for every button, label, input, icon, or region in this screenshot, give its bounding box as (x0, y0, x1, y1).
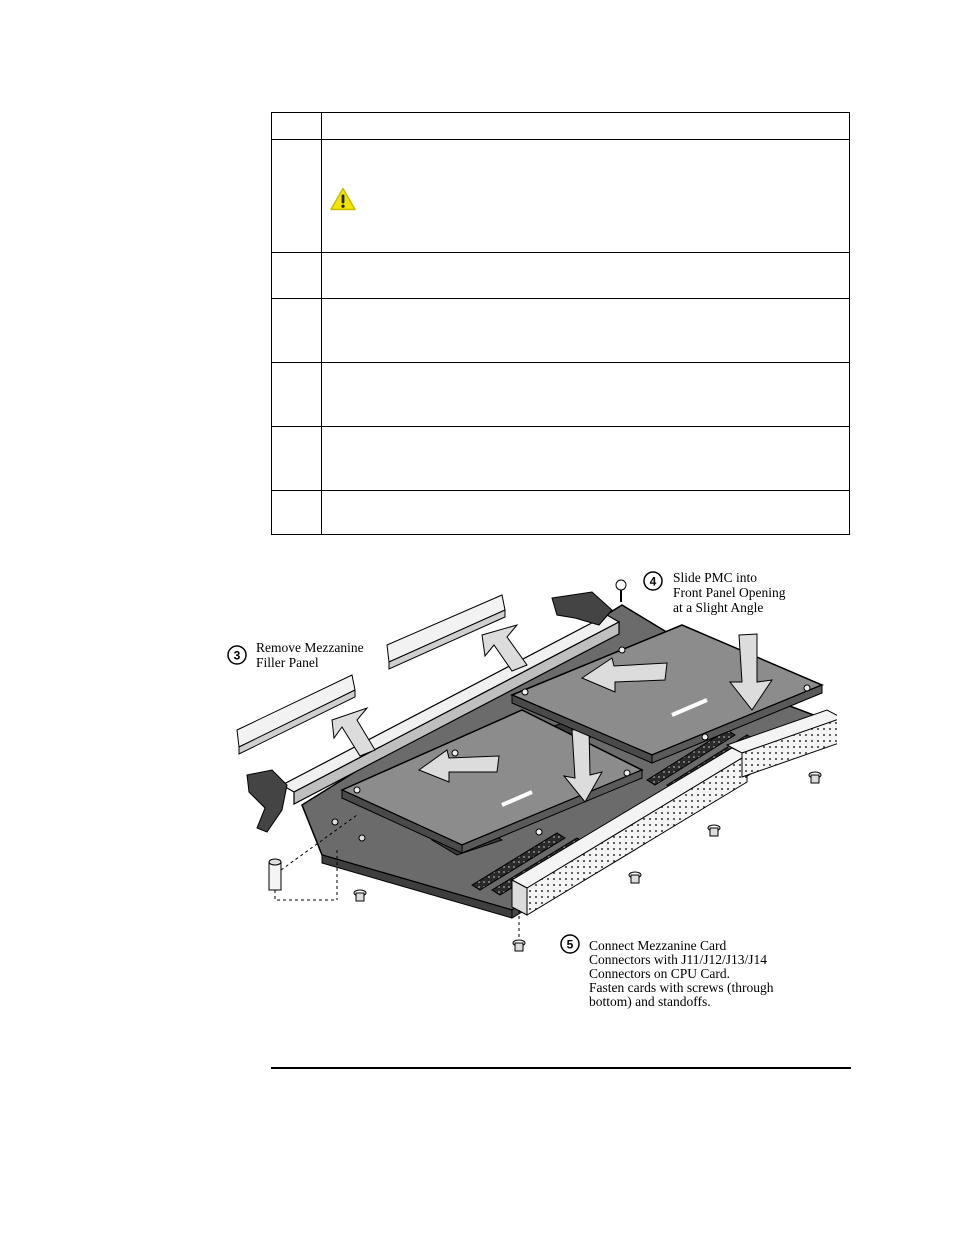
step-text-cell (322, 253, 850, 299)
callout-4-line-3: at a Slight Angle (673, 600, 764, 615)
callout-5-line-4: Fasten cards with screws (through (589, 980, 774, 995)
callout-3-number: 3 (233, 648, 241, 663)
callout-4-number: 4 (649, 574, 657, 589)
steps-table (271, 112, 850, 535)
callout-4-line-1: Slide PMC into (673, 570, 758, 585)
step-number-cell (272, 427, 322, 491)
table-row (272, 253, 850, 299)
callout-5-line-1: Connect Mezzanine Card (589, 938, 727, 953)
callout-5-line-2: Connectors with J11/J12/J13/J14 (589, 952, 768, 967)
step-number-cell (272, 253, 322, 299)
step-text-cell (322, 299, 850, 363)
table-row (272, 140, 850, 253)
step-number-cell (272, 491, 322, 535)
callout-5-line-3: Connectors on CPU Card. (589, 966, 730, 981)
callout-4-line-2: Front Panel Opening (673, 585, 786, 600)
step-text-cell (322, 140, 850, 253)
callout-connect-cards (561, 935, 774, 1009)
pmc-installation-illustration (227, 570, 837, 1010)
callout-5-number: 5 (566, 937, 574, 952)
table-row (272, 363, 850, 427)
arrow-up-right (482, 625, 527, 671)
callout-3-line-1: Remove Mezzanine (256, 640, 364, 655)
step-number-cell (272, 113, 322, 140)
table-row (272, 491, 850, 535)
table-row (272, 113, 850, 140)
bottom-rule (271, 1067, 851, 1069)
step-text-cell (322, 491, 850, 535)
step-text-cell (322, 113, 850, 140)
step-number-cell (272, 363, 322, 427)
callout-slide-pmc (644, 570, 786, 615)
step-text-cell (322, 427, 850, 491)
callout-5-line-5: bottom) and standoffs. (589, 994, 711, 1009)
callout-3-line-2: Filler Panel (256, 655, 319, 670)
step-number-cell (272, 299, 322, 363)
warning-triangle-icon (330, 187, 356, 211)
step-number-cell (272, 140, 322, 253)
table-row (272, 299, 850, 363)
step-text-cell (322, 363, 850, 427)
steps-table-body (272, 113, 850, 535)
table-row (272, 427, 850, 491)
callout-remove-filler (228, 640, 364, 670)
